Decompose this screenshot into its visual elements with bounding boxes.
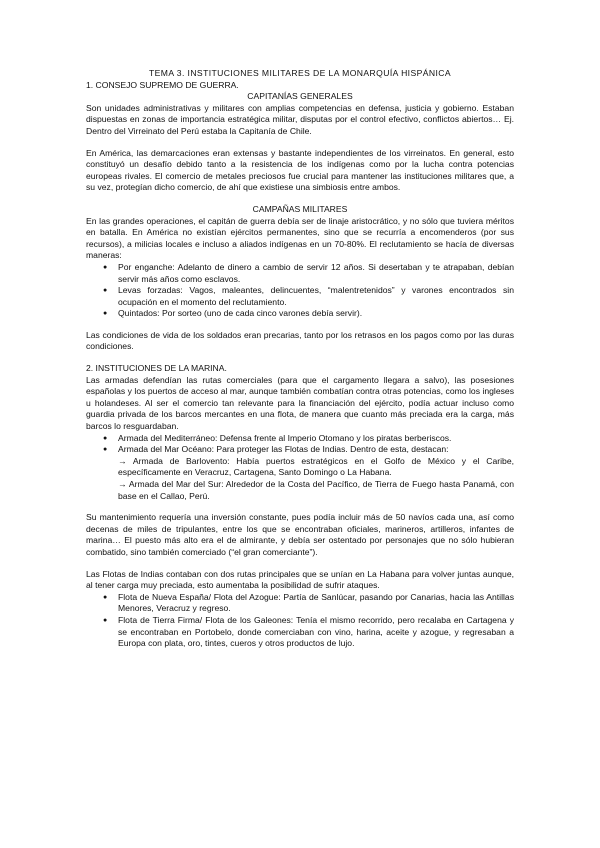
subheading-capitanias: CAPITANÍAS GENERALES (247, 91, 353, 102)
list-item: ● Flota de Tierra Firma/ Flota de los Galeones: Tenía el mismo recorrido, pero recalaba en Cartagena y se encontraban en Portobelo, donde comerciaban con vino, harina, aceite y azogue, y regresaban a Europa con plata, oro, tintes, cueros y otros productos de lujo. (86, 615, 514, 650)
sub-item-barlovento: → Armada de Barlovento: Había puertos estratégicos en el Golfo de México y el Caribe, específicamente en Veracruz, Cartagena, Santo Domingo o La Habana. (118, 455, 514, 478)
paragraph-capitanias: Son unidades administrativas y militares con amplias competencias en defensa, justicia y gobierno. Estaban dispuestas en zonas de importancia estratégica militar, disputas por el control efectivo, conflictos abiertos… Ej. Dentro del Virreinato del Perú estaba la Capitanía de Chile. (86, 102, 514, 136)
paragraph-condiciones: Las condiciones de vida de los soldados eran precarias, tanto por los retrasos en los pagos como por las duras condiciones. (86, 329, 514, 352)
subheading-campanas: CAMPAÑAS MILITARES (252, 203, 348, 214)
list-item: ● Armada del Mar Océano: Para proteger las Flotas de Indias. Dentro de esta, destacan: (86, 444, 514, 456)
paragraph-flotas: Las Flotas de Indias contaban con dos rutas principales que se unían en La Habana para volver juntas aunque, al tener carga muy preciada, esto aumentaba la posibilidad de sufrir ataques. (86, 568, 514, 591)
list-item: ● Armada del Mediterráneo: Defensa frente al Imperio Otomano y los piratas berberiscos. (86, 433, 514, 445)
list-item: ● Levas forzadas: Vagos, maleantes, delincuentes, “malentretenidos” y varones encontrados sin ocupación en el momento del reclutamiento. (86, 285, 514, 308)
list-item: ● Por enganche: Adelanto de dinero a cambio de servir 12 años. Si desertaban y te atrapaban, debían servir más años como esclavos. (86, 262, 514, 285)
paragraph-mantenimiento: Su mantenimiento requería una inversión constante, pues podía incluir más de 50 navíos cada una, así como decenas de miles de tripulantes, entre los que se encontraban oficiales, marineros, artilleros, infantes de marina… El puesto más alto era el de almirante, y debía ser ostentado por personajes que no sólo hubieran combatido, sino también comerciado (“el gran comerciante”). (86, 512, 514, 557)
recruitment-list (86, 262, 514, 320)
paragraph-america: En América, las demarcaciones eran extensas y bastante independientes de los virreinatos. En general, esto constituyó un desafío debido tanto a la resistencia de los indígenas como por la lucha contra potencias europeas rivales. El comercio de metales preciosos fue crucial para mantener las instituciones militares que, a su vez, protegían dicho comercio, de ahí que existiese una simbiosis entre ambos. (86, 147, 514, 193)
list-item: ● Flota de Nueva España/ Flota del Azogue: Partía de Sanlúcar, pasando por Canarias, hacia las Antillas Menores, Veracruz y regreso. (86, 592, 514, 615)
section-heading-consejo: 1. CONSEJO SUPREMO DE GUERRA. (86, 79, 239, 90)
list-item: ● Quintados: Por sorteo (uno de cada cinco varones debía servir). (86, 308, 514, 320)
paragraph-campanas: En las grandes operaciones, el capitán de guerra debía ser de linaje aristocrático, y no sólo que tuviera méritos en batalla. En América no existían ejércitos permanentes, sino que se recurría a encomenderos (por sus recursos), a milicias locales e incluso a aliados indígenas en un 70-80%. El reclutamiento se hacía de diversas maneras: (86, 215, 514, 261)
paragraph-armadas: Las armadas defendían las rutas comerciales (para que el cargamento llegara a salvo), las posesiones españolas y los puertos de acceso al mar, aunque también combatían contra otras potencias, como los ingleses u holandeses. Al ser el comercio tan relevante para la financiación del ejército, podía actuar incluso como guardia privada de los barcos mercantes en una flota, de manera que cuanto más preciada era la carga, más barcos lo resguardaban. (86, 374, 514, 432)
document-page (86, 68, 514, 650)
section-heading-marina: 2. INSTITUCIONES DE LA MARINA. (86, 363, 227, 374)
flotas-list (86, 592, 514, 650)
armada-list (86, 433, 514, 456)
document-title: TEMA 3. INSTITUCIONES MILITARES DE LA MONARQUÍA HISPÁNICA (149, 68, 451, 78)
sub-item-mar-del-sur: → Armada del Mar del Sur: Alrededor de la Costa del Pacífico, de Tierra de Fuego hasta Panamá, con base en el Callao, Perú. (118, 479, 514, 501)
